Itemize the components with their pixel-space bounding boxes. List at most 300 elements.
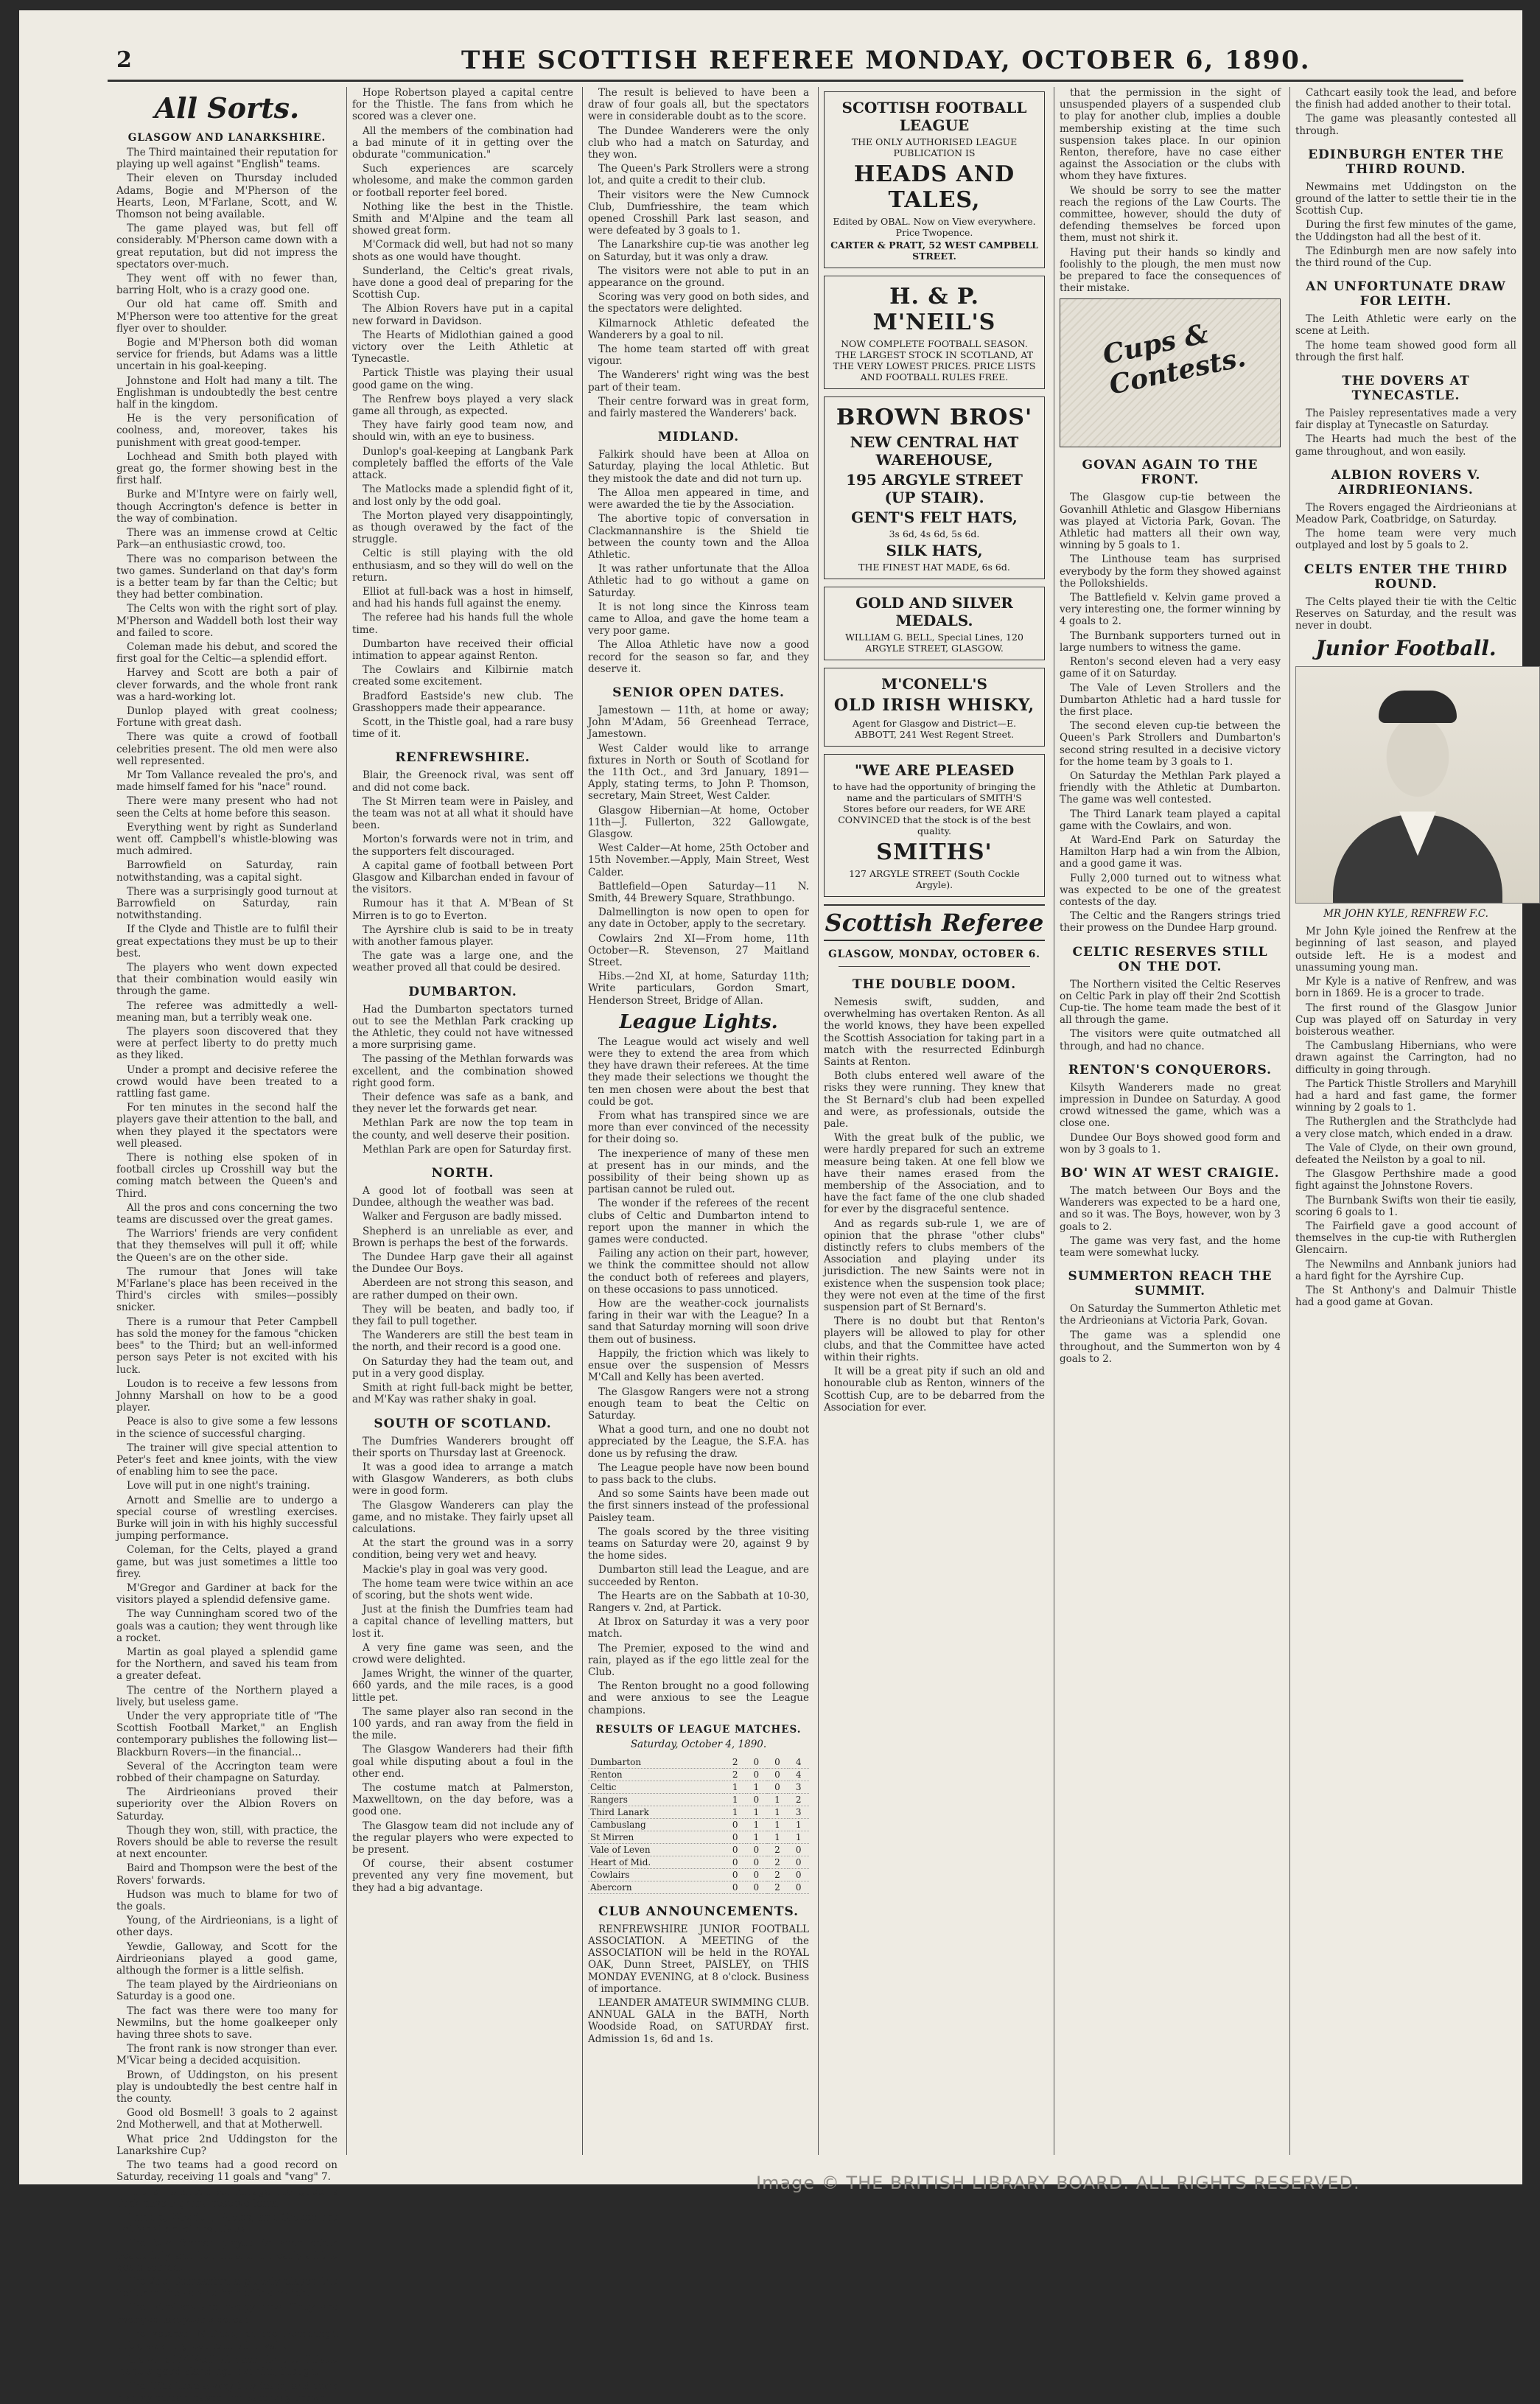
article-paragraph: Battlefield—Open Saturday—11 N. Smith, 44 Brewery Square, Strathbungo. (588, 880, 809, 904)
team-name-cell: Third Lanark (588, 1806, 724, 1818)
ad-whisky-brand: M'CONELL'S (881, 675, 987, 693)
south-body (352, 1436, 573, 1894)
ad-heads-sub: THE ONLY AUTHORISED LEAGUE PUBLICATION IS (851, 136, 1018, 158)
article-paragraph: Hope Robertson played a capital centre for the Thistle. The fans from which he scored was a clever one. (352, 87, 573, 123)
article-paragraph: And as regards sub-rule 1, we are of opinion that the phrase "other clubs" distinctly refers to clubs members of the Association and playing under its jurisdiction. The new Saints were not in existence when the suspension took place; they were not even at the time of the first suspension part of St Bernard's. (824, 1217, 1045, 1314)
article-paragraph: West Calder would like to arrange fixtures in North or South of Scotland for the 11th Oct., and 3rd January, 1891—Apply, stating terms, to John P. Thomson, secretary, Main Street, West Calder. (588, 742, 809, 803)
article-paragraph: Peace is also to give some a few lessons in the science of successful charging. (116, 1416, 337, 1440)
subheading-club-announcements: CLUB ANNOUNCEMENTS. (598, 1904, 799, 1919)
article-paragraph: Love will put in one night's training. (127, 1480, 310, 1492)
team-name-cell: Renton (588, 1768, 724, 1781)
cartoon-label: Cups & Contests. (1099, 318, 1249, 402)
stat-cell: 0 (788, 1868, 809, 1881)
article-paragraph: The Hearts of Midlothian gained a good victory over the Leith Athletic at Tynecastle. (352, 329, 573, 366)
article-paragraph: The same player also ran second in the 100 yards, and ran away from the field in the mile. (352, 1705, 573, 1742)
article-paragraph: Sunderland, the Celtic's great rivals, have done a good deal of preparing for the Scottish Cup. (352, 265, 573, 301)
article-paragraph: The game played was, but fell off considerably. M'Pherson came down with a great reputation, but did not impress the spectators over-much. (116, 223, 337, 270)
article-paragraph: Dalmellington is now open to open for any date in October, apply to the secretary. (588, 906, 809, 931)
article-paragraph: If the Clyde and Thistle are to fulfil their great expectations they must be up to their best. (116, 923, 337, 960)
article-paragraph: The Wanderers are still the best team in the north, and their record is a good one. (352, 1329, 573, 1354)
article-paragraph: The Hearts had much the best of the game throughout, and won easily. (1295, 433, 1516, 458)
portrait-caption: MR JOHN KYLE, RENFREW F.C. (1323, 908, 1488, 920)
article-paragraph: A good lot of football was seen at Dundee, although the weather was bad. (352, 1185, 573, 1209)
stat-cell: 0 (788, 1843, 809, 1856)
article-paragraph: Burke and M'Intyre were on fairly well, though Accrington's defence is better in the way of combination. (116, 489, 337, 525)
article-paragraph: The two teams had a good record on Saturday, receiving 11 goals and "vang" 7. (116, 2159, 337, 2184)
stat-cell: 1 (746, 1806, 767, 1818)
article-paragraph: The rumour that Jones will take M'Farlane's place has been received in the Third's circles with smiles—possibly snicker. (116, 1265, 337, 1314)
stat-cell: 4 (788, 1756, 809, 1769)
article-paragraph: They have fairly good team now, and should win, with an eye to business. (352, 419, 573, 444)
team-name-cell: Celtic (588, 1781, 724, 1793)
table-row (588, 1818, 809, 1831)
article-paragraph: The team played by the Airdrieonians on Saturday is a good one. (116, 1979, 337, 2003)
article-paragraph: At Ward-End Park on Saturday the Hamilton Harp had a win from the Albion, and a good game it was. (1060, 834, 1281, 870)
column-2 (352, 87, 573, 2155)
article-paragraph: Good old Bosmell! 3 goals to 2 against 2nd Motherwell, and that at Motherwell. (116, 2107, 337, 2131)
stat-cell: 2 (767, 1868, 788, 1881)
ad-heads-title: SCOTTISH FOOTBALL LEAGUE (841, 99, 1027, 134)
article-paragraph: Martin as goal played a splendid game for the Northern, and saved his team from a greater defeat. (116, 1646, 337, 1683)
article-paragraph: The veteran M'Ghee, of the Edinburgh Hibs, was in great form at "rival". (116, 2327, 337, 2352)
article-paragraph: Baird and Thompson were the best of the Rovers' forwards. (116, 1862, 337, 1887)
ad-brown-address: 195 ARGYLE STREET (UP STAIR). (846, 471, 1023, 506)
article-paragraph: Of course, their absent costumer prevented any very fine movement, but they had a big advantage. (352, 1858, 573, 1894)
article-paragraph: What price 2nd Uddingston for the Lanarkshire Cup? (116, 2133, 337, 2157)
article-paragraph: Having put their hands so kindly and foolishly to the plough, the men must now be prepared to face the consequences of their mistake. (1060, 246, 1281, 295)
editorial-masthead: Scottish Referee (824, 904, 1045, 941)
article-paragraph: Kilmarnock Athletic defeated the Wanderers by a goal to nil. (588, 317, 809, 341)
ad-smiths-text: to have had the opportunity of bringing the name and the particulars of SMITH'S Stores before our readers, for WE ARE CONVINCED that the stock is of the best quality. (833, 781, 1036, 836)
column-5 (1060, 87, 1281, 2155)
article-paragraph: The Celts won with the right sort of play. M'Pherson and Waddell both lost their way and failed to score. (116, 603, 337, 639)
article-paragraph: Jamestown — 11th, at home or away; John M'Adam, 56 Greenhead Terrace, Jamestown. (588, 704, 809, 741)
stat-cell: 0 (724, 1881, 746, 1893)
article-paragraph: Both clubs entered well aware of the risks they were running. They knew that the St Bernard's club had been expelled and were, as professionals, outside the pale. (824, 1070, 1045, 1131)
article-paragraph: The League would act wisely and well were they to extend the area from which they have drawn their referees. At the time they made their selections we thought the ten men chosen were about the best that could be got. (588, 1035, 809, 1108)
subheading-senior-open-dates: SENIOR OPEN DATES. (612, 685, 785, 700)
article-paragraph: The referee was admittedly a well-meaning man, but a terribly weak one. (116, 999, 337, 1024)
article-paragraph: The way Cunningham scored two of the goals was a caution; they went through like a rocket. (116, 1608, 337, 1644)
article-paragraph: The Newmilns and Annbank juniors had a hard fight for the Ayrshire Cup. (1295, 1258, 1516, 1282)
subheading-renfrewshire: RENFREWSHIRE. (395, 750, 531, 766)
article-paragraph: There was a surprisingly good turnout at Barrowfield on Saturday, rain notwithstanding. (116, 885, 337, 922)
article-paragraph: The abortive topic of conversation in Clackmannanshire is the Shield tie between the county town and the Alloa Athletic. (588, 513, 809, 561)
article-paragraph: The Glasgow Perthshire made a good fight against the Johnstone Rovers. (1295, 1168, 1516, 1192)
article-paragraph: Bradford Eastside's new club. The Grasshoppers made their appearance. (352, 690, 573, 714)
article-paragraph: The game was a splendid one throughout, and the Summerton won by 4 goals to 2. (1060, 1329, 1281, 1366)
ad-brown-bros (824, 396, 1045, 579)
stat-cell: 0 (767, 1768, 788, 1781)
column-6 (1295, 87, 1516, 2155)
article-paragraph: Lochhead and Smith both played with great go, the former showing best in the first half. (116, 450, 337, 487)
article-paragraph: On Saturday the Summerton Athletic met the Ardrieonians at Victoria Park, Govan. (1060, 1303, 1281, 1327)
article-paragraph: Brown of M'Neill at back for the Thistle made a good stand against him, though. (116, 2354, 337, 2378)
article-paragraph: Arnott and Smellie are to undergo a special course of wrestling exercises. Burke will join in with his highly successful jumping performance. (116, 1494, 337, 1542)
section-heading-all-sorts: All Sorts. (154, 91, 300, 125)
ad-heads-publisher: CARTER & PRATT, 52 WEST CAMPBELL STREET. (830, 240, 1038, 262)
ad-mneil (824, 276, 1045, 389)
article-paragraph: Falkirk should have been at Alloa on Saturday, playing the local Athletic. But they mistook the date and did not turn up. (588, 449, 809, 485)
team-name-cell: Vale of Leven (588, 1843, 724, 1856)
article-paragraph: Renton's second eleven had a very easy game of it on Saturday. (1060, 656, 1281, 680)
article-paragraph: The Albion Rovers have put in a capital new forward in Davidson. (352, 303, 573, 327)
stat-cell: 4 (788, 1768, 809, 1781)
stat-cell: 2 (788, 1793, 809, 1806)
ad-medals (824, 587, 1045, 660)
article-paragraph: Had the Dumbarton spectators turned out to see the Methlan Park cracking up the Athletic, they could not have witnessed a more surprising game. (352, 1003, 573, 1052)
stat-cell: 1 (788, 1831, 809, 1843)
article-paragraph: There was an immense crowd at Celtic Park—an enthusiastic crowd, too. (116, 527, 337, 551)
stat-cell: 0 (788, 1881, 809, 1893)
north-body (352, 1185, 573, 1405)
article-paragraph: The Cambuslang Hibernians, who were drawn against the Carrington, had no difficulty in going through. (1295, 1040, 1516, 1076)
stat-cell: 0 (767, 1756, 788, 1769)
article-paragraph: The second eleven cup-tie between the Queen's Park Strollers and Dumbarton's second string resulted in a decisive victory for the home team by 3 goals to 1. (1060, 720, 1281, 768)
league-table-title: RESULTS OF LEAGUE MATCHES. (595, 1723, 802, 1736)
article-paragraph: There was no comparison between the two games. Sunderland on that day's form is a better team by far than the Celtic; but they had better combination. (116, 553, 337, 601)
article-paragraph: A capital game of football between Port Glasgow and Kilbarchan ended in favour of the visitors. (352, 859, 573, 896)
team-name-cell: Cowlairs (588, 1868, 724, 1881)
ad-mneil-text: NOW COMPLETE FOOTBALL SEASON. THE LARGEST STOCK IN SCOTLAND, AT THE VERY LOWEST PRICES. PRICE LISTS AND FOOTBALL RULES FREE. (833, 338, 1036, 382)
portrait-illustration (1295, 666, 1540, 904)
article-paragraph: The front rank is now stronger than ever. M'Vicar being a decided acquisition. (116, 2043, 337, 2067)
article-paragraph: M'Cormack did well, but had not so many shots as one would have thought. (352, 239, 573, 263)
article-paragraph: How are the weather-cock journalists faring in their war with the League? In a sand that Saturday morning will soon drive them out of business. (588, 1298, 809, 1346)
article-paragraph: The Dundee Wanderers were the only club who had a match on Saturday, and they won. (588, 125, 809, 161)
team-name-cell: St Mirren (588, 1831, 724, 1843)
tynecastle-body (1295, 408, 1516, 458)
article-paragraph: With the great bulk of the public, we were hardly prepared for such an extreme measure being taken. At one fell blow we have their names erased from the membership of the Association, and to have the fact fame of the one club shaded for ever by the disgraceful sentence. (824, 1132, 1045, 1216)
editorial-body (824, 996, 1045, 1414)
stat-cell: 0 (746, 1881, 767, 1893)
article-paragraph: For ten minutes in the second half the players gave their attention to the ball, and when they played it the spectators were well pleased. (116, 1102, 337, 1150)
renfrewshire-body (352, 769, 573, 974)
article-paragraph: Glasgow Hibernian—At home, October 11th—J. Fullerton, 322 Gallowgate, Glasgow. (588, 804, 809, 840)
leith-body (1295, 313, 1516, 363)
article-paragraph: Dumbarton have received their official intimation to appear against Renton. (352, 637, 573, 662)
article-paragraph: Brown, of Uddingston, on his present play is undoubtedly the best centre half in the county. (116, 2069, 337, 2106)
article-paragraph: The first round of the Glasgow Junior Cup was played off on Saturday in very boisterous weather. (1295, 1002, 1516, 1038)
table-row (588, 1843, 809, 1856)
article-paragraph: Blair, the Greenock rival, was sent off and did not come back. (352, 769, 573, 794)
article-paragraph: Just at the finish the Dumfries team had a capital chance of levelling matters, but lost it. (352, 1604, 573, 1640)
stat-cell: 1 (724, 1806, 746, 1818)
article-paragraph: M'Gregor and Gardiner at back for the visitors played a splendid defensive game. (116, 1582, 337, 1607)
open-dates-body (588, 705, 809, 1007)
league-table-date: Saturday, October 4, 1890. (630, 1738, 767, 1750)
article-paragraph: Elliot at full-back was a host in himself, and had his hands full against the enemy. (352, 585, 573, 610)
article-paragraph: The Vale of Leven Strollers and the Dumbarton Athletic had a hard tussle for the first place. (1060, 682, 1281, 718)
article-paragraph: Nemesis swift, sudden, and overwhelming has overtaken Renton. As all the world knows, they have been expelled the Scottish Association for taking part in a match with the resurrected Edinburgh Saints at Renton. (824, 996, 1045, 1069)
article-paragraph: The Northern visited the Celtic Reserves on Celtic Park in play off their 2nd Scottish Cup-tie. The home team made the best of it all through the game. (1060, 978, 1281, 1027)
subheading-leith: AN UNFORTUNATE DRAW FOR LEITH. (1306, 279, 1506, 310)
stat-cell: 0 (746, 1768, 767, 1781)
stat-cell: 1 (767, 1793, 788, 1806)
article-paragraph: Failing any action on their part, however, we think the committee should not allow the conduct both of referees and players, on these occasions to pass unnoticed. (588, 1248, 809, 1296)
club-announcements-body (588, 1923, 809, 2045)
article-paragraph: The goals scored by the three visiting teams on Saturday were 20, against 9 by the home sides. (588, 1526, 809, 1562)
section-heading-junior-football: Junior Football. (1315, 636, 1497, 661)
article-paragraph: Lambie, Waddell, Eccles, and Crodes are not far short of first class. (116, 2211, 337, 2236)
subheading-north: NORTH. (431, 1166, 494, 1181)
article-paragraph: There is a rumour that Peter Campbell has sold the money for the famous "chicken bees" to the Third; but an well-informed person says Peter is not excited with his luck. (116, 1315, 337, 1376)
article-paragraph: Their eleven on Thursday included Adams, Bogie and M'Pherson of the Hearts, Leon, M'Farlane, Scott, and W. Thomson not being available. (116, 172, 337, 221)
stat-cell: 3 (788, 1781, 809, 1793)
article-paragraph: The game was pleasantly contested all through. (1295, 113, 1516, 137)
article-paragraph: We should be sorry to see the matter reach the regions of the Law Courts. The committee, however, should the duty of defending themselves be forced upon them, must not shirk it. (1060, 184, 1281, 245)
article-paragraph: There is nothing else spoken of in football circles up Crosshill way but the coming match between the Queen's and Third. (116, 1152, 337, 1200)
stat-cell: 1 (767, 1806, 788, 1818)
table-row (588, 1856, 809, 1868)
article-paragraph: Celtic is still playing with the old enthusiasm, and so they will do well on the return. (352, 548, 573, 584)
article-paragraph: At Ibrox on Saturday it was a very poor match. (588, 1616, 809, 1640)
article-paragraph: The Glasgow team did not include any of the regular players who were expected to be present. (352, 1820, 573, 1856)
article-paragraph: The Glasgow Wanderers had their fifth goal while disputing about a foul in the other end. (352, 1744, 573, 1780)
column-3 (588, 87, 809, 2155)
article-paragraph: The Renton brought no a good following and were anxious to see the League champions. (588, 1680, 809, 1716)
article-paragraph: The Strollers are happy now. They are avenged last year's defeat. (116, 2302, 337, 2326)
article-paragraph: The game was very fast, and the home team were somewhat lucky. (1060, 1234, 1281, 1259)
ad-brown-silk: SILK HATS, (886, 542, 983, 559)
ad-medals-title: GOLD AND SILVER MEDALS. (855, 594, 1013, 629)
ad-smiths-headline: "WE ARE PLEASED (854, 761, 1015, 779)
article-paragraph: On Saturday the Methlan Park played a friendly with the Athletic at Dumbarton. The game was well contested. (1060, 769, 1281, 806)
newspaper-page (19, 10, 1522, 2404)
article-paragraph: Their defence was safe as a bank, and they never let the forwards get near. (352, 1091, 573, 1116)
article-paragraph: The home team showed good form all through the first half. (1295, 339, 1516, 363)
article-paragraph: Fully 2,000 turned out to witness what was expected to be one of the greatest contests of the day. (1060, 872, 1281, 908)
article-paragraph: The gate was a large one, and the weather proved all that could be desired. (352, 950, 573, 974)
article-paragraph: Our old hat came off. Smith and M'Pherson were too attentive for the great flyer over to shoulder. (116, 298, 337, 335)
newspaper-title: THE SCOTTISH REFEREE MONDAY, OCTOBER 6, 1890. (461, 46, 1311, 75)
article-paragraph: The Premier, exposed to the wind and rain, played as if the ego little zeal for the Club. (588, 1642, 809, 1678)
stat-cell: 1 (724, 1781, 746, 1793)
article-paragraph: There was quite a crowd of football celebrities present. The old men were also well represented. (116, 731, 337, 767)
article-paragraph: The Fairfield gave a good account of themselves in the cup-tie with Rutherglen Glencairn. (1295, 1220, 1516, 1257)
article-paragraph: The Renfrew boys played a very slack game all through, as expected. (352, 393, 573, 418)
ad-whisky-name: OLD IRISH WHISKY, (833, 696, 1035, 715)
subheading-bo-win: BO' WIN AT WEST CRAIGIE. (1060, 1166, 1280, 1181)
table-row (588, 1868, 809, 1881)
table-row (588, 1756, 809, 1769)
team-name-cell: Dumbarton (588, 1756, 724, 1769)
article-paragraph: On Saturday they had the team out, and put in a very good display. (352, 1355, 573, 1380)
article-paragraph: The Ayrshire club is said to be in treaty with another famous player. (352, 923, 573, 948)
subheading-dumbarton: DUMBARTON. (408, 984, 517, 999)
article-paragraph: Under a prompt and decisive referee the crowd would have been treated to a rattling fast game. (116, 1063, 337, 1100)
article-paragraph: The fact was there were too many for Newmilns, but the home goalkeeper only having three shots to save. (116, 2005, 337, 2041)
column-rule (346, 87, 347, 2155)
stat-cell: 0 (788, 1856, 809, 1868)
stat-cell: 0 (724, 1856, 746, 1868)
article-paragraph: Mr Tom Vallance revealed the pro's, and made himself famed for his "nace" round. (116, 769, 337, 794)
article-paragraph: The Dundee Harp gave their all against the Dundee Our Boys. (352, 1251, 573, 1276)
ad-heads-name: HEADS AND TALES, (853, 161, 1015, 213)
stat-cell: 2 (767, 1856, 788, 1868)
editorial-date: GLASGOW, MONDAY, OCTOBER 6. (828, 948, 1040, 960)
stat-cell: 0 (746, 1756, 767, 1769)
article-paragraph: The Rutherglen and the Strathclyde had a very close match, which ended in a draw. (1295, 1116, 1516, 1140)
article-paragraph: In the Hamilton scrimmage the Queen's Park have a grand reserve team. (116, 2185, 337, 2209)
article-paragraph: Dundee Our Boys showed good form and won by 3 goals to 1. (1060, 1131, 1281, 1156)
article-paragraph: The Glasgow Wanderers can play the game, and no mistake. They fairly upset all calculations. (352, 1499, 573, 1535)
article-paragraph: The Celtic and the Rangers strings tried their prowess on the Dundee Harp ground. (1060, 910, 1281, 934)
midland-body (588, 449, 809, 675)
ad-mneil-name: H. & P. M'NEIL'S (872, 284, 996, 335)
article-paragraph: The Partick Thistle Strollers and Maryhill had a hard and fast game, the former winning by 2 goals to 1. (1295, 1077, 1516, 1114)
team-name-cell: Heart of Mid. (588, 1856, 724, 1868)
article-paragraph: The result is believed to have been a draw of four goals all, but the spectators were in considerable doubt as to the score. (588, 87, 809, 123)
article-paragraph: Kilsyth Wanderers made no great impression in Dundee on Saturday. A good crowd witnessed the game, which was a close one. (1060, 1081, 1281, 1130)
article-paragraph: All the pros and cons concerning the two teams are discussed over the great games. (116, 1201, 337, 1226)
column-6-top (1295, 87, 1516, 137)
stat-cell: 0 (767, 1781, 788, 1793)
article-paragraph: The visitors were not able to put in an appearance on the ground. (588, 265, 809, 290)
article-paragraph: It is not long since the Kinross team came to Alloa, and gave the home team a very poor game. (588, 601, 809, 637)
article-paragraph: The trainer will give special attention to Peter's feet and knee joints, with the view of enabling him to see the pace. (116, 1442, 337, 1478)
stat-cell: 2 (724, 1768, 746, 1781)
article-paragraph: that the permission in the sight of unsuspended players of a suspended club to play for another club, implies a double membership existing at the time such suspension takes place. In our opinion Renton, therefore, have no case either against the Association or the clubs with whom they have fixtures. (1060, 87, 1281, 183)
celtic-reserves-body (1060, 979, 1281, 1052)
table-row (588, 1768, 809, 1781)
article-paragraph: The players soon discovered that they were at perfect liberty to do pretty much as they liked. (116, 1026, 337, 1062)
article-paragraph: The Glasgow Rangers were not a strong enough team to beat the Celtic on Saturday. (588, 1386, 809, 1422)
stat-cell: 0 (724, 1843, 746, 1856)
article-paragraph: There were many present who had not seen the Celts at home before this season. (116, 795, 337, 820)
article-paragraph: The Battlefield v. Kelvin game proved a very interesting one, the former winning by 4 goals to 2. (1060, 592, 1281, 628)
ad-smiths-name: SMITHS' (876, 839, 993, 865)
table-row (588, 1831, 809, 1843)
article-paragraph: Smith at right full-back might be better, and M'Kay was rather shaky in goal. (352, 1382, 573, 1406)
dumbarton-body (352, 1004, 573, 1156)
section-heading-league-lights: League Lights. (619, 1010, 778, 1033)
article-paragraph: The Hearts are on the Sabbath at 10-30, Rangers v. 2nd, at Partick. (588, 1590, 809, 1614)
summerton-body (1060, 1303, 1281, 1365)
article-paragraph: Dumbarton still lead the League, and are succeeded by Renton. (588, 1564, 809, 1588)
article-paragraph: The players who went down expected that their combination would easily win through the game. (116, 962, 337, 998)
article-paragraph: The St Mirren team were in Paisley, and the team was not at all what it should have been. (352, 795, 573, 832)
stat-cell: 1 (746, 1831, 767, 1843)
article-paragraph: The Third Lanark team played a capital game with the Cowlairs, and won. (1060, 808, 1281, 832)
subheading-midland: MIDLAND. (657, 430, 740, 445)
subheading-double-doom: THE DOUBLE DOOM. (852, 977, 1017, 992)
article-paragraph: Walker and Ferguson are badly missed. (363, 1211, 562, 1223)
article-paragraph: It was a good idea to arrange a match with Glasgow Wanderers, as both clubs were in good form. (352, 1461, 573, 1498)
article-paragraph: The two former played to each other beautifully, and had a hand in nearly all the goals scored. (116, 2237, 337, 2274)
table-row (588, 1781, 809, 1793)
article-paragraph: Coleman, for the Celts, played a grand game, but was just sometimes a little too firey. (116, 1544, 337, 1580)
article-paragraph: Nothing like the best in the Thistle. Smith and M'Alpine and the team all showed great form. (352, 200, 573, 237)
ad-brown-felt: GENT'S FELT HATS, (851, 509, 1018, 526)
article-paragraph: Bogie and M'Pherson both did woman service for friends, but Adams was a little uncertain in his goal-keeping. (116, 337, 337, 373)
divider (839, 966, 1030, 967)
article-paragraph: Scoring was very good on both sides, and the spectators were delighted. (588, 291, 809, 315)
article-paragraph: The Third maintained their reputation for playing up well against "English" teams. (116, 147, 337, 171)
celts-body (1295, 596, 1516, 632)
ad-smiths-address: 127 ARGYLE STREET (South Cockle Argyle). (849, 868, 1020, 890)
article-paragraph: Aberdeen are not strong this season, and are rather dumped on their own. (352, 1277, 573, 1301)
article-paragraph: The Rovers engaged the Airdrieonians at Meadow Park, Coatbridge, on Saturday. (1295, 501, 1516, 526)
top-rule (108, 80, 1463, 82)
stat-cell: 0 (746, 1793, 767, 1806)
ad-brown-finest: THE FINEST HAT MADE, 6s 6d. (858, 562, 1010, 573)
ad-whisky-agent: Agent for Glasgow and District—E. ABBOTT, 241 West Regent Street. (852, 718, 1017, 740)
article-paragraph: The home team started off with great vigour. (588, 343, 809, 368)
article-paragraph: Partick Thistle was playing their usual good game on the wing. (352, 367, 573, 391)
table-row (588, 1806, 809, 1818)
article-paragraph: The Wanderers' right wing was the best part of their team. (588, 369, 809, 394)
stat-cell: 1 (724, 1793, 746, 1806)
team-name-cell: Cambuslang (588, 1818, 724, 1831)
article-paragraph: There is no doubt but that Renton's players will be allowed to play for other clubs, and that the Committee have acted within their rights. (824, 1315, 1045, 1363)
article-paragraph: Under the very appropriate title of "The Scottish Football Market," an English contemporary publishes the following list—Blackburn Rovers—in the financial... (116, 1710, 337, 1758)
article-paragraph: Hudson was much to blame for two of the goals. (116, 1888, 337, 1913)
table-row (588, 1793, 809, 1806)
cups-contests-illustration (1060, 298, 1281, 447)
ad-brown-prices: 3s 6d, 4s 6d, 5s 6d. (889, 528, 980, 539)
article-paragraph: The costume match at Palmerston, Maxwelltown, on the day before, was a good one. (352, 1781, 573, 1818)
article-paragraph: Harvey and Scott are both a pair of clever forwards, and the whole front rank was a hard-working lot. (116, 667, 337, 703)
article-paragraph: The home team were twice within an ace of scoring, but the shots went wide. (352, 1577, 573, 1601)
stat-cell: 0 (724, 1868, 746, 1881)
article-paragraph: Rumour has it that A. M'Bean of St Mirren is to go to Everton. (352, 898, 573, 922)
article-paragraph: The Burnbank Swifts won their tie easily, scoring 6 goals to 1. (1295, 1194, 1516, 1218)
stat-cell: 2 (724, 1756, 746, 1769)
column-3-top (588, 87, 809, 419)
article-paragraph: From what has transpired since we are more than ever convinced of the necessity for their doing so. (588, 1110, 809, 1146)
ad-whisky (824, 668, 1045, 747)
subheading-south: SOUTH OF SCOTLAND. (374, 1416, 552, 1431)
article-paragraph: Morton's forwards were not in trim, and the supporters felt discouraged. (352, 834, 573, 858)
article-paragraph: They went off with no fewer than, barring Holt, who is a crazy good one. (116, 273, 337, 297)
article-paragraph: The wonder if the referees of the recent clubs of Celtic and Dumbarton intend to report upon the manner in which the games were conducted. (588, 1198, 809, 1246)
ad-smiths (824, 754, 1045, 897)
article-paragraph: Hibs.—2nd XI, at home, Saturday 11th; Write particulars, Gordon Smart, Henderson Street, Bridge of Allan. (588, 971, 809, 1007)
article-paragraph: Happily, the friction which was likely to ensue over the suspension of Messrs M'Call and Kelly has been averted. (588, 1347, 809, 1384)
stat-cell: 0 (746, 1856, 767, 1868)
article-paragraph: The Matlocks made a splendid fight of it, and lost only by the odd goal. (352, 483, 573, 508)
article-paragraph: Everything went by right as Sunderland went off. Campbell's whistle-blowing was much admired. (116, 821, 337, 858)
article-paragraph: The Burnbank supporters turned out in large numbers to witness the game. (1060, 629, 1281, 654)
article-paragraph: Scott, in the Thistle goal, had a rare busy time of it. (352, 716, 573, 741)
article-paragraph: The Warriors' friends are very confident that they themselves will pull it off; while the Queen's are on the other side. (116, 1228, 337, 1264)
ad-heads-note: Edited by OBAL. Now on View everywhere. Price Twopence. (833, 216, 1036, 238)
column-4 (824, 87, 1045, 2155)
subheading-govan: GOVAN AGAIN TO THE FRONT. (1082, 458, 1259, 488)
subheading-summerton: SUMMERTON REACH THE SUMMIT. (1068, 1269, 1273, 1299)
article-paragraph: The Morton played very disappointingly, as though overawed by the fact of the struggle. (352, 509, 573, 546)
stat-cell: 3 (788, 1806, 809, 1818)
article-paragraph: Johnstone and Holt had many a tilt. The Englishman is undoubtedly the best centre half in the kingdom. (116, 374, 337, 411)
article-paragraph: It was rather unfortunate that the Alloa Athletic had to go without a game on Saturday. (588, 563, 809, 599)
ad-heads-and-tales (824, 91, 1045, 268)
article-paragraph: The Edinburgh men are now safely into the third round of the Cup. (1295, 245, 1516, 270)
bo-body (1060, 1185, 1281, 1259)
renton-body (1060, 1082, 1281, 1156)
ad-medals-text: WILLIAM G. BELL, Special Lines, 120 ARGYLE STREET, GLASGOW. (845, 632, 1023, 654)
table-row (588, 1881, 809, 1893)
article-paragraph: The Alloa Athletic have now a good record for the season so far, and they deserve it. (588, 639, 809, 675)
article-paragraph: The match between Our Boys and the Wanderers was expected to be a hard one, and so it was. The Boys, however, won by 3 goals to 2. (1060, 1185, 1281, 1233)
article-paragraph: Loudon is to receive a few lessons from Johnny Marshall on how to be a good player. (116, 1377, 337, 1414)
article-paragraph: Dunlop played with great coolness; Fortune with great dash. (116, 705, 337, 730)
article-paragraph: The centre of the Northern played a lively, but useless game. (116, 1684, 337, 1708)
league-table (588, 1756, 809, 1894)
article-paragraph: Their visitors were the New Cumnock Club, Dumfriesshire, the team which opened Crosshill Park last season, and were defeated by 3 goals to 1. (588, 189, 809, 237)
article-paragraph: The inexperience of many of these men at present has in our minds, and the possibility of their being shown up as partisan cannot be ruled out. (588, 1147, 809, 1196)
column-rule (1289, 87, 1290, 2155)
